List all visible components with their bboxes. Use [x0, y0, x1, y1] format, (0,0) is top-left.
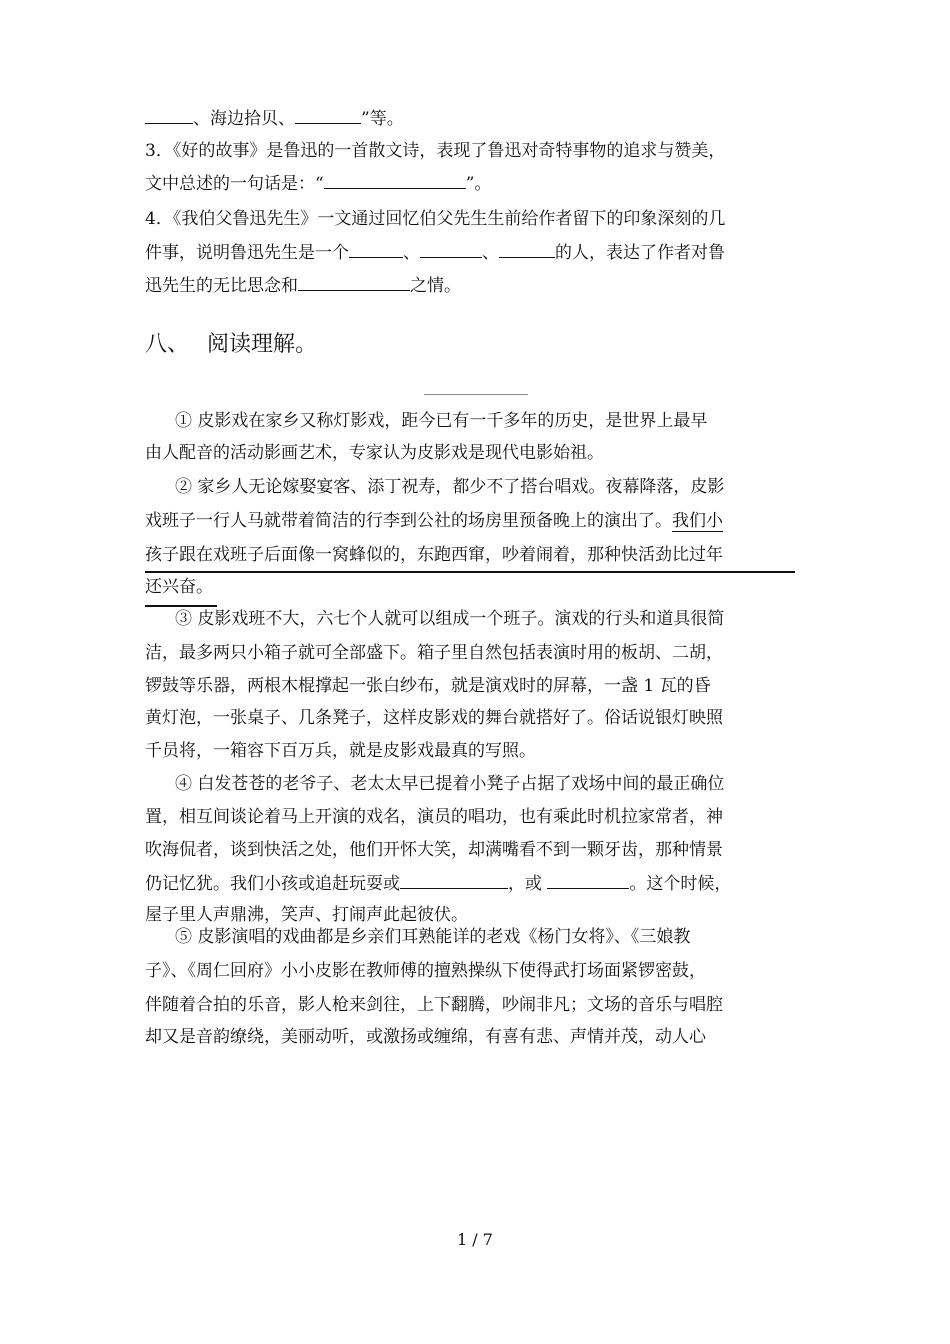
text-fragment: 文中总述的一句话是：“: [145, 174, 324, 194]
question-3-line-1: 3．《好的故事》是鲁迅的一首散文诗，表现了鲁迅对奇特事物的追求与赞美，: [145, 141, 726, 161]
text-fragment: 、: [403, 243, 420, 263]
answer-blank[interactable]: [324, 172, 466, 189]
section-title: 阅读理解。: [207, 332, 318, 357]
question-4-line-2: [145, 241, 725, 263]
passage-p4-line: 吹海侃者，谈到快活之处，他们开怀大笑，却满嘴看不到一颗牙齿，那种情景: [145, 840, 723, 860]
passage-p1-line: 由人配音的活动影画艺术，专家认为皮影戏是现代电影始祖。: [145, 443, 604, 463]
answer-blank[interactable]: [349, 241, 403, 258]
question-3-line-2: [145, 172, 491, 194]
passage-p5-line: ⑤ 皮影演唱的戏曲都是乡亲们耳熟能详的老戏《杨门女将》、《三娘教: [175, 927, 691, 947]
passage-p3-line: 黄灯泡，一张桌子、几条凳子，这样皮影戏的舞台就搭好了。俗话说银灯映照: [145, 708, 723, 728]
passage-p2-underlined-line: 孩子跟在戏班子后面像一窝蜂似的，东跑西窜，吵着闹着，那种快活劲比过年: [145, 545, 723, 565]
text-fragment: 之情。: [410, 276, 461, 296]
section-heading: [145, 330, 317, 360]
passage-p5-line: 子》、《周仁回府》小小皮影在教师傅的擅熟操纵下使得武打场面紧锣密鼓，: [145, 961, 706, 981]
text-fragment: ”等。: [361, 109, 404, 129]
passage-p4-line: 屋子里人声鼎沸，笑声、打闹声此起彼伏。: [145, 905, 468, 925]
text-fragment: ”。: [465, 174, 492, 194]
text-fragment: 戏班子一行人马就带着简洁的行李到公社的场房里预备晚上的演出了。: [145, 511, 672, 531]
section-number: 八、: [145, 332, 190, 357]
question-4-line-3: [145, 274, 461, 296]
passage-p5-line: 却又是音韵缭绕，美丽动听，或激扬或缠绵，有喜有悲、声情并茂，动人心: [145, 1027, 706, 1047]
page-number: 1 / 7: [457, 1230, 493, 1249]
answer-blank[interactable]: [499, 241, 555, 258]
text-fragment: 、: [482, 243, 499, 263]
passage-p2-line: [145, 510, 723, 532]
passage-p3-line: 锣鼓等乐器，两根木棍撑起一张白纱布，就是演戏时的屏幕，一盏 1 瓦的昏: [145, 676, 711, 696]
passage-p4-line: 置，相互间谈论着马上开演的戏名，演员的唱功，也有乘此时机拉家常者，神: [145, 807, 723, 827]
text-fragment: 、海边拾贝、: [193, 109, 295, 129]
answer-blank[interactable]: [298, 274, 410, 291]
passage-p3-line: 千员将，一箱容下百万兵，就是皮影戏最真的写照。: [145, 741, 536, 761]
text-fragment: 的人，表达了作者对鲁: [555, 243, 725, 263]
question-line-fill-blanks: [145, 107, 404, 129]
text-fragment: 件事，说明鲁迅先生是一个: [145, 243, 349, 263]
answer-blank[interactable]: [547, 872, 629, 889]
text-fragment: 迅先生的无比思念和: [145, 276, 298, 296]
passage-p2-line: 还兴奋。: [145, 577, 213, 597]
text-fragment: ，或: [508, 874, 548, 894]
answer-blank[interactable]: [145, 107, 193, 124]
passage-p5-line: 伴随着合拍的乐音，影人枪来剑往，上下翻腾，吵闹非凡；文场的音乐与唱腔: [145, 995, 723, 1015]
underline-rule: [145, 605, 217, 607]
passage-p1-line: ① 皮影戏在家乡又称灯影戏，距今已有一千多年的历史，是世界上最早: [175, 411, 708, 431]
passage-p3-line: 洁，最多两只小箱子就可全部盛下。箱子里自然包括表演时用的板胡、二胡，: [145, 643, 723, 663]
question-4-line-1: 4．《我伯父鲁迅先生》一文通过回忆伯父先生生前给作者留下的印象深刻的几: [145, 209, 726, 229]
text-fragment: 。这个时候，: [629, 874, 732, 894]
passage-p4-line: ④ 白发苍苍的老爷子、老太太早已提着小凳子占据了戏场中间的最正确位: [175, 774, 725, 794]
underlined-sentence-start: 我们小: [672, 511, 723, 531]
divider: [424, 394, 528, 395]
passage-p4-line-with-blanks: [145, 872, 731, 894]
answer-blank[interactable]: [420, 241, 482, 258]
underline-rule: [145, 571, 795, 573]
answer-blank[interactable]: [400, 872, 508, 889]
text-fragment: 仍记忆犹。我们小孩或追赶玩耍或: [145, 874, 400, 894]
passage-p2-line: ② 家乡人无论嫁娶宴客、添丁祝寿，都少不了搭台唱戏。夜幕降落，皮影: [175, 477, 725, 497]
answer-blank[interactable]: [295, 107, 361, 124]
passage-p3-line: ③ 皮影戏班不大，六七个人就可以组成一个班子。演戏的行头和道具很简: [175, 609, 725, 629]
